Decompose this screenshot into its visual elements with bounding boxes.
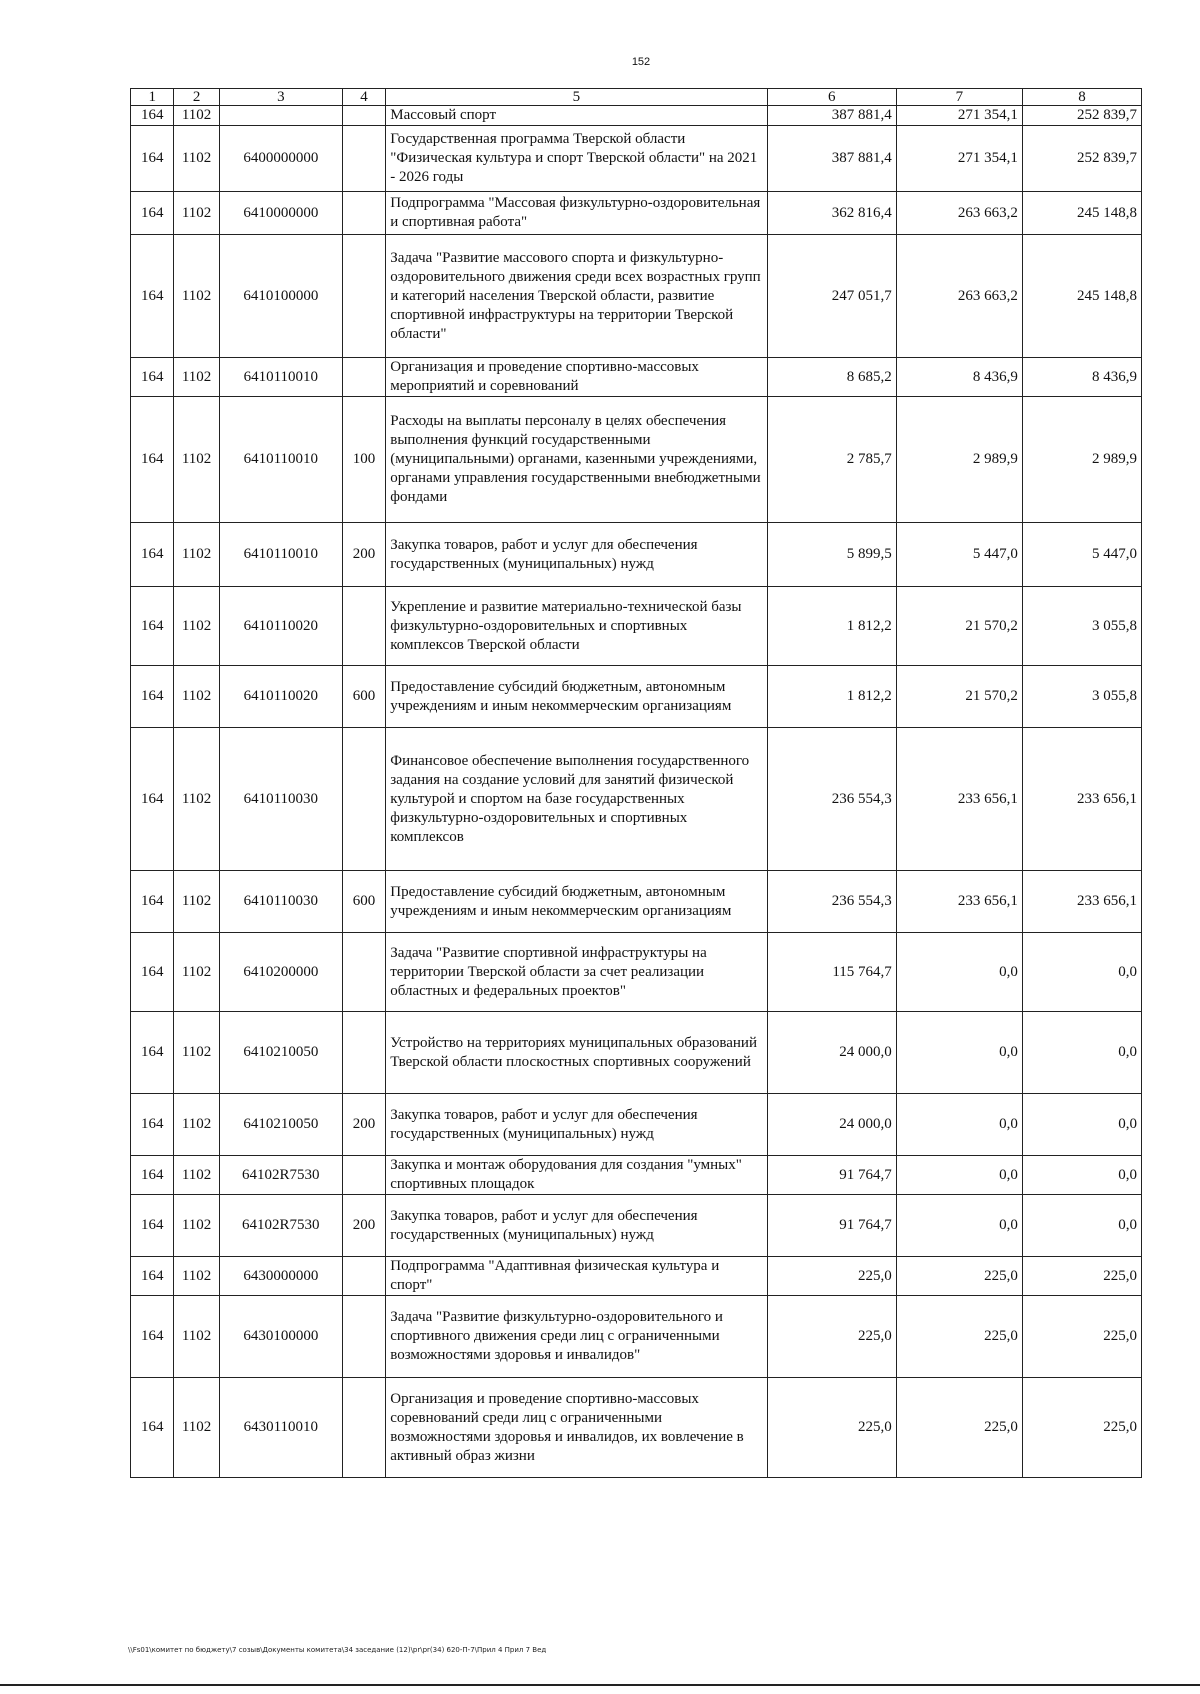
table-row [131,1195,1142,1257]
header-cell: 2 [174,89,219,106]
cell-description: Организация и проведение спортивно-массовых мероприятий и соревнований [386,358,767,397]
cell-target-article [219,106,342,126]
cell-amount-year2: 0,0 [896,1012,1022,1094]
cell-expense-type [342,106,385,126]
cell-description: Укрепление и развитие материально-технической базы физкультурно-оздоровительных и спортивных комплексов Тверской области [386,587,767,666]
cell-amount-year3: 0,0 [1022,1012,1141,1094]
cell-description: Государственная программа Тверской области "Физическая культура и спорт Тверской области" на 2021 - 2026 годы [386,126,767,192]
cell-description: Предоставление субсидий бюджетным, автономным учреждениям и иным некоммерческим организациям [386,871,767,933]
cell-description: Расходы на выплаты персоналу в целях обеспечения выполнения функций государственными (муниципальными) органами, казенными учреждениями, органами управления государственными внебюджетными фондами [386,397,767,523]
cell-department: 164 [131,235,174,358]
cell-department: 164 [131,728,174,871]
cell-amount-year1: 2 785,7 [767,397,896,523]
cell-amount-year3: 233 656,1 [1022,728,1141,871]
cell-target-article: 6410210050 [219,1012,342,1094]
table-row [131,871,1142,933]
cell-department: 164 [131,666,174,728]
cell-description: Предоставление субсидий бюджетным, автономным учреждениям и иным некоммерческим организациям [386,666,767,728]
table-row [131,728,1142,871]
cell-description: Устройство на территориях муниципальных образований Тверской области плоскостных спортивных сооружений [386,1012,767,1094]
cell-section: 1102 [174,397,219,523]
cell-section: 1102 [174,106,219,126]
cell-amount-year2: 263 663,2 [896,235,1022,358]
cell-department: 164 [131,358,174,397]
cell-department: 164 [131,1257,174,1296]
cell-amount-year3: 245 148,8 [1022,235,1141,358]
cell-description: Подпрограмма "Массовая физкультурно-оздоровительная и спортивная работа" [386,192,767,235]
cell-amount-year2: 263 663,2 [896,192,1022,235]
cell-expense-type: 600 [342,871,385,933]
header-cell: 1 [131,89,174,106]
cell-amount-year3: 245 148,8 [1022,192,1141,235]
header-cell: 5 [386,89,767,106]
cell-section: 1102 [174,1378,219,1478]
table-row [131,235,1142,358]
cell-amount-year3: 0,0 [1022,1094,1141,1156]
cell-amount-year2: 225,0 [896,1378,1022,1478]
cell-amount-year3: 225,0 [1022,1296,1141,1378]
cell-target-article: 6410100000 [219,235,342,358]
cell-amount-year1: 225,0 [767,1378,896,1478]
cell-amount-year3: 0,0 [1022,1195,1141,1257]
cell-expense-type [342,192,385,235]
cell-target-article: 6430000000 [219,1257,342,1296]
cell-amount-year1: 91 764,7 [767,1156,896,1195]
header-cell: 8 [1022,89,1141,106]
header-cell: 4 [342,89,385,106]
cell-description: Закупка товаров, работ и услуг для обеспечения государственных (муниципальных) нужд [386,1094,767,1156]
cell-amount-year3: 225,0 [1022,1257,1141,1296]
cell-description: Закупка и монтаж оборудования для создания "умных" спортивных площадок [386,1156,767,1195]
table-row [131,358,1142,397]
header-cell: 6 [767,89,896,106]
table-row [131,397,1142,523]
cell-department: 164 [131,1094,174,1156]
cell-amount-year1: 236 554,3 [767,871,896,933]
cell-section: 1102 [174,1012,219,1094]
cell-department: 164 [131,1296,174,1378]
bottom-rule [0,1684,1200,1686]
table-row [131,587,1142,666]
cell-section: 1102 [174,728,219,871]
cell-department: 164 [131,933,174,1012]
cell-expense-type: 600 [342,666,385,728]
cell-description: Подпрограмма "Адаптивная физическая культура и спорт" [386,1257,767,1296]
cell-amount-year2: 271 354,1 [896,126,1022,192]
cell-section: 1102 [174,666,219,728]
cell-department: 164 [131,1378,174,1478]
budget-table [130,88,1142,1478]
cell-description: Закупка товаров, работ и услуг для обеспечения государственных (муниципальных) нужд [386,1195,767,1257]
cell-amount-year1: 91 764,7 [767,1195,896,1257]
cell-section: 1102 [174,871,219,933]
cell-description: Задача "Развитие физкультурно-оздоровительного и спортивного движения среди лиц с ограниченными возможностями здоровья и инвалидов" [386,1296,767,1378]
cell-amount-year1: 225,0 [767,1296,896,1378]
table-row [131,1296,1142,1378]
cell-amount-year1: 387 881,4 [767,106,896,126]
cell-department: 164 [131,1156,174,1195]
cell-expense-type [342,1378,385,1478]
header-row [131,89,1142,106]
cell-section: 1102 [174,587,219,666]
cell-target-article: 6410110020 [219,666,342,728]
cell-target-article: 6410110030 [219,728,342,871]
cell-target-article: 64102R7530 [219,1195,342,1257]
cell-amount-year2: 8 436,9 [896,358,1022,397]
cell-section: 1102 [174,1257,219,1296]
cell-expense-type [342,728,385,871]
cell-target-article: 6410110010 [219,358,342,397]
cell-description: Финансовое обеспечение выполнения государственного задания на создание условий для занятий физической культурой и спортом на базе государственных физкультурно-оздоровительных и спортивных комплексов [386,728,767,871]
cell-amount-year3: 3 055,8 [1022,587,1141,666]
cell-expense-type [342,587,385,666]
cell-amount-year3: 252 839,7 [1022,106,1141,126]
cell-section: 1102 [174,358,219,397]
cell-expense-type: 100 [342,397,385,523]
cell-section: 1102 [174,126,219,192]
cell-amount-year2: 225,0 [896,1257,1022,1296]
cell-department: 164 [131,871,174,933]
cell-target-article: 6410110020 [219,587,342,666]
header-cell: 3 [219,89,342,106]
cell-description: Задача "Развитие спортивной инфраструктуры на территории Тверской области за счет реализации областных и федеральных проектов" [386,933,767,1012]
cell-amount-year2: 2 989,9 [896,397,1022,523]
cell-section: 1102 [174,1195,219,1257]
cell-amount-year2: 225,0 [896,1296,1022,1378]
cell-amount-year2: 5 447,0 [896,523,1022,587]
cell-expense-type [342,358,385,397]
cell-expense-type [342,126,385,192]
cell-section: 1102 [174,235,219,358]
cell-section: 1102 [174,1296,219,1378]
cell-amount-year1: 236 554,3 [767,728,896,871]
cell-section: 1102 [174,1156,219,1195]
cell-amount-year1: 24 000,0 [767,1012,896,1094]
cell-target-article: 6400000000 [219,126,342,192]
cell-section: 1102 [174,192,219,235]
cell-description: Закупка товаров, работ и услуг для обеспечения государственных (муниципальных) нужд [386,523,767,587]
cell-section: 1102 [174,523,219,587]
cell-section: 1102 [174,1094,219,1156]
cell-department: 164 [131,1012,174,1094]
cell-amount-year2: 271 354,1 [896,106,1022,126]
table-row [131,1257,1142,1296]
cell-expense-type: 200 [342,1195,385,1257]
cell-amount-year3: 233 656,1 [1022,871,1141,933]
table-row [131,1094,1142,1156]
cell-amount-year2: 233 656,1 [896,871,1022,933]
cell-description: Задача "Развитие массового спорта и физкультурно-оздоровительного движения среди всех возрастных групп и категорий населения Тверской области, развитие спортивной инфраструктуры на территории Тверской области" [386,235,767,358]
cell-target-article: 64102R7530 [219,1156,342,1195]
cell-expense-type [342,235,385,358]
cell-amount-year1: 247 051,7 [767,235,896,358]
cell-expense-type: 200 [342,1094,385,1156]
table-row [131,1012,1142,1094]
cell-amount-year1: 8 685,2 [767,358,896,397]
cell-expense-type [342,1257,385,1296]
cell-amount-year2: 233 656,1 [896,728,1022,871]
cell-target-article: 6410210050 [219,1094,342,1156]
cell-expense-type [342,1156,385,1195]
cell-amount-year2: 0,0 [896,933,1022,1012]
cell-target-article: 6410000000 [219,192,342,235]
cell-amount-year3: 225,0 [1022,1378,1141,1478]
cell-amount-year3: 8 436,9 [1022,358,1141,397]
cell-amount-year1: 225,0 [767,1257,896,1296]
table-row [131,933,1142,1012]
cell-amount-year3: 0,0 [1022,933,1141,1012]
cell-department: 164 [131,126,174,192]
cell-amount-year2: 21 570,2 [896,666,1022,728]
cell-amount-year2: 0,0 [896,1094,1022,1156]
cell-amount-year1: 115 764,7 [767,933,896,1012]
cell-target-article: 6410110010 [219,397,342,523]
table-row [131,1156,1142,1195]
table-row [131,666,1142,728]
cell-expense-type [342,1296,385,1378]
cell-amount-year2: 21 570,2 [896,587,1022,666]
table-row [131,106,1142,126]
cell-expense-type [342,1012,385,1094]
cell-amount-year2: 0,0 [896,1156,1022,1195]
cell-amount-year1: 24 000,0 [767,1094,896,1156]
cell-target-article: 6430110010 [219,1378,342,1478]
cell-target-article: 6410110010 [219,523,342,587]
file-path-footer: \\Fs01\комитет по бюджету\7 созыв\Документы комитета\34 заседание (12)\pr\pr(34) 620-П-7\Прил 4 Прил 7 Вед [128,1646,547,1654]
table-row [131,523,1142,587]
cell-expense-type [342,933,385,1012]
cell-department: 164 [131,587,174,666]
cell-target-article: 6410110030 [219,871,342,933]
table-row [131,192,1142,235]
cell-amount-year1: 362 816,4 [767,192,896,235]
cell-section: 1102 [174,933,219,1012]
cell-department: 164 [131,523,174,587]
cell-department: 164 [131,106,174,126]
cell-description: Организация и проведение спортивно-массовых соревнований среди лиц с ограниченными возможностями здоровья и инвалидов, их вовлечение в активный образ жизни [386,1378,767,1478]
cell-amount-year3: 252 839,7 [1022,126,1141,192]
cell-target-article: 6410200000 [219,933,342,1012]
cell-amount-year3: 2 989,9 [1022,397,1141,523]
cell-amount-year1: 1 812,2 [767,587,896,666]
page-number: 152 [631,56,651,68]
cell-department: 164 [131,397,174,523]
cell-expense-type: 200 [342,523,385,587]
table-row [131,126,1142,192]
cell-target-article: 6430100000 [219,1296,342,1378]
cell-amount-year2: 0,0 [896,1195,1022,1257]
cell-amount-year1: 5 899,5 [767,523,896,587]
cell-amount-year1: 387 881,4 [767,126,896,192]
cell-amount-year3: 0,0 [1022,1156,1141,1195]
cell-amount-year3: 3 055,8 [1022,666,1141,728]
table-row [131,1378,1142,1478]
cell-description: Массовый спорт [386,106,767,126]
header-cell: 7 [896,89,1022,106]
cell-amount-year3: 5 447,0 [1022,523,1141,587]
cell-amount-year1: 1 812,2 [767,666,896,728]
cell-department: 164 [131,1195,174,1257]
cell-department: 164 [131,192,174,235]
